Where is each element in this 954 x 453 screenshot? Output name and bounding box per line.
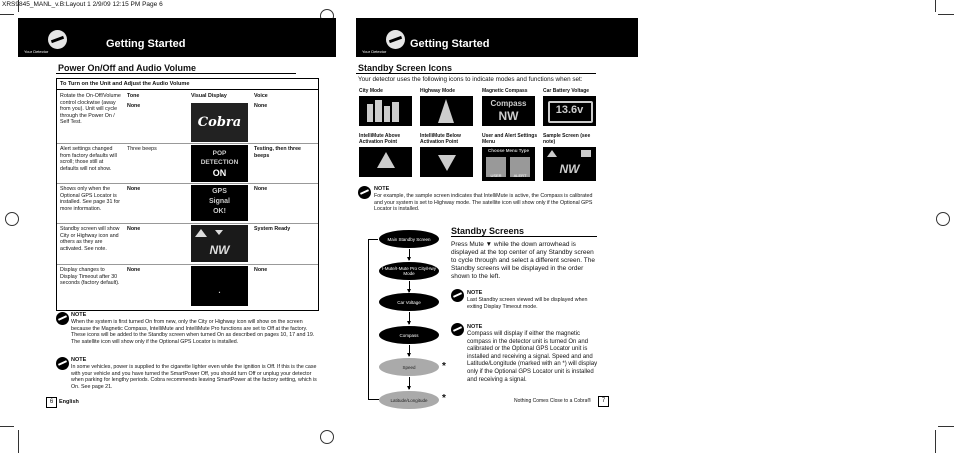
intro-text: Your detector uses the following icons to indicate modes and functions when set: <box>358 76 583 83</box>
row-voice: System Ready <box>254 226 291 232</box>
icon-label: User and Alert Settings Menu <box>482 133 538 145</box>
row-voice: Testing, then three beeps <box>254 146 301 159</box>
intellimute-above-icon <box>359 147 412 177</box>
building-shape <box>375 100 382 122</box>
screen-text: ALERT <box>513 173 527 178</box>
display-screen <box>191 266 248 306</box>
satellite-icon <box>581 150 591 157</box>
screen-text: Compass <box>490 99 527 108</box>
arrow-icon <box>409 312 410 324</box>
compass-icon <box>482 96 535 126</box>
mute-icon <box>547 150 557 157</box>
screen-text: NW <box>498 109 519 123</box>
crop-mark <box>938 14 954 15</box>
print-slug: XRS9845_MANL_v.B:Layout 1 2/9/09 12:15 PM Page 6 <box>2 1 163 8</box>
note-icon <box>451 323 464 336</box>
loop-line <box>368 239 369 400</box>
cobra-logo-icon <box>48 30 67 49</box>
row-tone: None <box>127 186 141 192</box>
note-text: For example, the sample screen indicates that IntelliMute is active, the Compass is calibrated and your system is set to Highway mode. The satellite icon will show only if the Optional GPS Locator is installed. <box>374 193 593 213</box>
flow-node: I-Mute/I-Mute Pro City/Hwy Mode <box>379 262 439 280</box>
page-header-left <box>18 18 336 57</box>
col-header-visual: Visual Display <box>191 93 227 99</box>
page-title: Getting Started <box>410 38 490 50</box>
mute-icon <box>195 229 207 237</box>
row-desc: Display changes to Display Timeout after 30 seconds (factory default). <box>60 267 120 286</box>
screen-text: DETECTION <box>200 159 239 166</box>
row-desc: Rotate the On-Off/Volume control clockwise (away from you). Unit will cycle through the Power On / Self Test. <box>60 93 121 125</box>
display-screen <box>191 225 248 262</box>
row-tone: Three beeps <box>127 146 157 152</box>
note-icon <box>56 312 69 325</box>
road-shape <box>438 99 454 123</box>
arrow-icon <box>409 281 410 292</box>
car-battery-icon <box>543 96 596 126</box>
city-mode-icon <box>359 96 412 126</box>
loop-line <box>368 239 378 240</box>
page-number: 6 <box>46 397 57 408</box>
row-tone: None <box>127 226 141 232</box>
divider <box>57 143 318 144</box>
note-icon <box>451 289 464 302</box>
header-brand: Your Detector <box>362 49 387 54</box>
row-voice: None <box>254 267 268 273</box>
icon-label: City Mode <box>359 88 383 94</box>
volume-table <box>56 78 319 311</box>
screen-text: USER <box>490 173 502 178</box>
note-title: NOTE <box>374 186 390 192</box>
note-title: NOTE <box>71 357 87 363</box>
intellimute-below-icon <box>420 147 473 177</box>
section-title: Standby Screens <box>451 226 525 236</box>
screen-text: GPS <box>212 188 227 195</box>
screen-text: 13.6v <box>555 104 584 116</box>
divider <box>57 223 318 224</box>
crop-mark <box>0 14 14 15</box>
registration-mark <box>5 212 19 226</box>
icon-label: Highway Mode <box>420 88 456 94</box>
row-desc: Standby screen will show City or Highway icon and others as they are activated. See note. <box>60 226 120 252</box>
page-number: 7 <box>598 396 609 407</box>
screen-text: OK! <box>213 208 226 215</box>
standby-text: Press Mute ▼ while the down arrowhead is displayed at the top center of any Standby screen to cycle through and select a different screen. The Standby screens will be displayed in the order shown to the left. <box>451 241 595 280</box>
note-title: NOTE <box>467 290 483 296</box>
col-header-voice: Voice <box>254 93 268 99</box>
icon-label: IntelliMute Above Activation Point <box>359 133 401 145</box>
divider <box>356 73 596 74</box>
screen-text: ON <box>212 168 227 178</box>
footer-text: English <box>59 399 79 405</box>
arrow-up-icon <box>377 152 395 168</box>
screen-text: . <box>218 286 221 295</box>
page-title: Getting Started <box>106 38 186 50</box>
page-header-right <box>356 18 638 57</box>
loop-line <box>368 399 379 400</box>
arrow-down-icon <box>215 230 223 235</box>
sample-screen-icon <box>543 147 596 181</box>
star-marker: * <box>442 361 446 372</box>
divider <box>56 73 296 74</box>
note-title: NOTE <box>71 312 87 318</box>
note-text: Last Standby screen viewed will be displayed when exiting Display Timeout mode. <box>467 297 588 310</box>
crop-mark <box>935 430 936 453</box>
col-header-tone: Tone <box>127 93 140 99</box>
icon-label: Car Battery Voltage <box>543 88 590 94</box>
note-icon <box>56 357 69 370</box>
flow-node: Main Standby Screen <box>379 230 439 248</box>
table-title: To Turn on the Unit and Adjust the Audio Volume <box>60 81 190 87</box>
row-tone: None <box>127 103 141 109</box>
building-shape <box>384 106 390 122</box>
arrow-icon <box>409 249 410 260</box>
display-screen <box>191 103 248 142</box>
divider <box>57 264 318 265</box>
settings-menu-icon <box>482 147 535 181</box>
display-screen <box>191 185 248 221</box>
registration-mark <box>320 430 334 444</box>
registration-mark <box>936 212 950 226</box>
screen-text: NW <box>559 162 580 176</box>
flow-node: Speed <box>379 358 439 376</box>
star-marker: * <box>442 393 446 404</box>
screen-text: POP <box>212 150 227 157</box>
screen-text: NW <box>209 243 230 257</box>
building-shape <box>367 104 373 122</box>
flow-node: Latitude/Longitude <box>379 391 439 409</box>
display-screen <box>191 145 248 182</box>
note-text: When the system is first turned On from new, only the City or Highway icon will show on the screen because the Magnetic Compass, IntelliMute and IntelliMute Pro functions are set to Off at the factory. These icons will be added to the Standby screen when turned On as described on pages 10, 17 and 19. The satellite icon will show only if the Optional GPS Locator is installed. <box>71 319 315 345</box>
arrow-down-icon <box>438 155 456 171</box>
row-voice: None <box>254 186 268 192</box>
arrow-icon <box>409 377 410 389</box>
divider <box>57 183 318 184</box>
crop-mark <box>0 426 14 427</box>
cobra-logo-icon <box>386 30 405 49</box>
row-tone: None <box>127 267 141 273</box>
crop-mark <box>938 426 954 427</box>
divider <box>57 89 318 90</box>
icon-label: Sample Screen (see note) <box>543 133 591 145</box>
note-title: NOTE <box>467 324 483 330</box>
row-desc: Alert settings changed from factory defaults will scroll; those still at defaults will not show. <box>60 146 117 172</box>
note-text: Compass will display if either the magnetic compass in the detector unit is turned On and calibrated or the Optional GPS Locator unit is installed and receiving a signal. Speed and and Latitude/Longitude (marked with an *) will display only if the Optional GPS Locator unit is installed and receiving a signal. <box>467 331 598 383</box>
header-brand: Your Detector <box>24 49 49 54</box>
icon-label: Magnetic Compass <box>482 88 528 94</box>
row-desc: Shows only when the Optional GPS Locator is installed. See page 31 for more information. <box>60 186 121 212</box>
screen-text: Cobra <box>197 115 242 130</box>
flow-node: Car Voltage <box>379 293 439 311</box>
arrow-icon <box>409 345 410 356</box>
crop-mark <box>935 0 936 12</box>
footer-text: Nothing Comes Close to a Cobra® <box>514 398 592 404</box>
building-shape <box>392 102 399 122</box>
note-icon <box>358 186 371 199</box>
crop-mark <box>18 430 19 453</box>
screen-text: Signal <box>208 198 230 205</box>
flow-node: Compass <box>379 326 439 344</box>
section-title: Power On/Off and Audio Volume <box>58 63 197 73</box>
row-voice: None <box>254 103 268 109</box>
divider <box>451 236 597 237</box>
highway-mode-icon <box>420 96 473 126</box>
icon-label: IntelliMute Below Activation Point <box>420 133 461 145</box>
section-title: Standby Screen Icons <box>358 63 453 73</box>
screen-text: Choose Menu Type <box>488 148 529 153</box>
note-text: In some vehicles, power is supplied to the cigarette lighter even while the ignition is Off. If this is the case with your vehicle and you have turned the SmartPower Off, you should turn Off or unplug your detector when parking for lengthy periods. Cobra recommends leaving SmartPower at the factory setting, which is On. See page 21. <box>71 364 317 390</box>
